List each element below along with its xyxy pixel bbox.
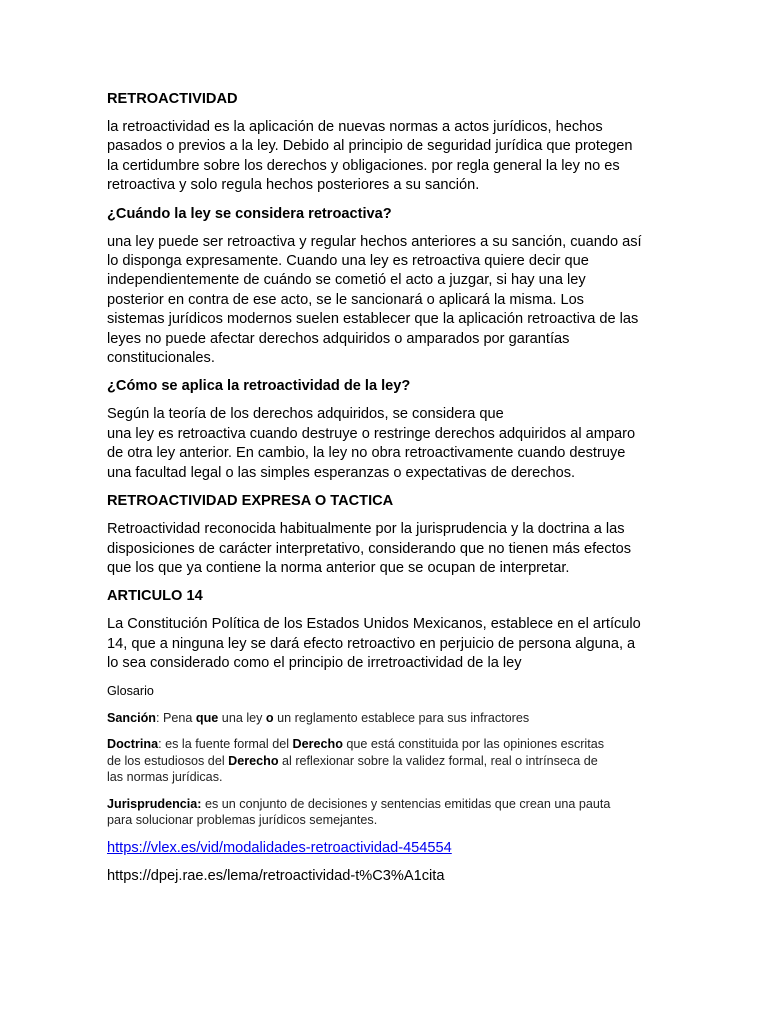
glossary-emphasis: Derecho: [228, 753, 279, 768]
paragraph-line: Según la teoría de los derechos adquiridos, se considera que: [107, 406, 504, 423]
glossary-text: que está constituida por las opiniones escritas: [342, 737, 605, 752]
glossary-term: Jurisprudencia:: [107, 796, 202, 811]
heading-cuando: ¿Cuándo la ley se considera retroactiva?: [107, 205, 392, 222]
paragraph-line: Retroactividad reconocida habitualmente por la jurisprudencia y la doctrina a las: [107, 521, 625, 538]
glossary-text: una ley: [218, 710, 266, 725]
glossary-line: [107, 710, 667, 727]
paragraph-line: una ley es retroactiva cuando destruye o restringe derechos adquiridos al amparo: [107, 425, 636, 442]
glossary-line: las normas jurídicas.: [107, 770, 223, 785]
glossary-text: un reglamento establece para sus infractores: [273, 710, 530, 725]
glossary-entry-jurisprudencia: [107, 796, 667, 829]
paragraph-line: pasados o previos a la ley. Debido al principio de seguridad jurídica que protegen: [107, 138, 633, 155]
paragraph-cuando: [107, 233, 667, 369]
paragraph-line: disposiciones de carácter interpretativo, considerando que no tienen más efectos: [107, 540, 632, 557]
glossary-entry-sancion: [107, 710, 667, 727]
glossary-text: de los estudiosos del: [107, 753, 229, 768]
paragraph-definition: [107, 118, 667, 196]
paragraph-line: la retroactividad es la aplicación de nuevas normas a actos jurídicos, hechos: [107, 119, 603, 135]
glossary-line: [107, 736, 667, 753]
glossary-title: Glosario: [107, 683, 154, 698]
paragraph-articulo: [107, 615, 667, 673]
paragraph-line: constitucionales.: [107, 350, 215, 367]
paragraph-line: una facultad legal o las simples esperanzas o expectativas de derechos.: [107, 464, 576, 481]
glossary-text: : Pena: [156, 710, 196, 725]
paragraph-line: leyes no puede afectar derechos adquiridos o amparados por garantías: [107, 330, 570, 347]
glossary-entry-doctrina: [107, 736, 667, 786]
glossary-emphasis: Derecho: [292, 737, 343, 752]
heading-articulo-14: ARTICULO 14: [107, 588, 203, 605]
glossary-text: es un conjunto de decisiones y sentencias emitidas que crean una pauta: [201, 796, 611, 811]
paragraph-line: que los que ya contiene la norma anterior que se ocupan de interpretar.: [107, 559, 570, 576]
glossary-emphasis: que: [195, 710, 219, 725]
paragraph-line: retroactiva y solo regula hechos posteriores a su sanción.: [107, 177, 480, 194]
glossary-emphasis: o: [265, 710, 274, 725]
paragraph-line: lo sea considerado como el principio de irretroactividad de la ley: [107, 655, 522, 672]
paragraph-line: La Constitución Política de los Estados Unidos Mexicanos, establece en el artículo: [107, 616, 641, 633]
paragraph-line: de otra ley anterior. En cambio, la ley no obra retroactivamente cuando destruye: [107, 445, 626, 462]
paragraph-line: una ley puede ser retroactiva y regular hechos anteriores a su sanción, cuando así: [107, 233, 642, 250]
paragraph-como: [107, 405, 667, 483]
paragraph-line: lo disponga expresamente. Cuando una ley es retroactiva quiere decir que: [107, 253, 589, 270]
paragraph-line: sistemas jurídicos modernos suelen establecer que la aplicación retroactiva de las: [107, 311, 639, 328]
glossary-text: al reflexionar sobre la validez formal, real o intrínseca de: [278, 753, 598, 768]
paragraph-line: la certidumbre sobre los derechos y obligaciones. por regla general la ley no es: [107, 157, 620, 174]
document-page: [107, 90, 667, 895]
heading-retroactividad: RETROACTIVIDAD: [107, 91, 238, 107]
glossary-line: [107, 753, 667, 770]
paragraph-line: independientemente de cuándo se cometió el acto a juzgar, si hay una ley: [107, 272, 586, 289]
glossary-term: Sanción: [107, 710, 156, 725]
glossary-line: para solucionar problemas jurídicos semejantes.: [107, 813, 378, 828]
link-vlex[interactable]: https://vlex.es/vid/modalidades-retroactividad-454554: [107, 839, 452, 856]
paragraph-expresa: [107, 520, 667, 578]
link-rae: https://dpej.rae.es/lema/retroactividad-t%C3%A1cita: [107, 867, 445, 884]
heading-expresa-tactica: RETROACTIVIDAD EXPRESA O TACTICA: [107, 493, 394, 510]
paragraph-line: posterior en contra de ese acto, se le sancionará o aplicará la misma. Los: [107, 291, 584, 308]
glossary-line: [107, 796, 667, 813]
glossary-text: : es la fuente formal del: [158, 737, 293, 752]
heading-como: ¿Cómo se aplica la retroactividad de la ley?: [107, 378, 411, 395]
glossary-term: Doctrina: [107, 737, 159, 752]
paragraph-line: 14, que a ninguna ley se dará efecto retroactivo en perjuicio de persona alguna, a: [107, 635, 636, 652]
